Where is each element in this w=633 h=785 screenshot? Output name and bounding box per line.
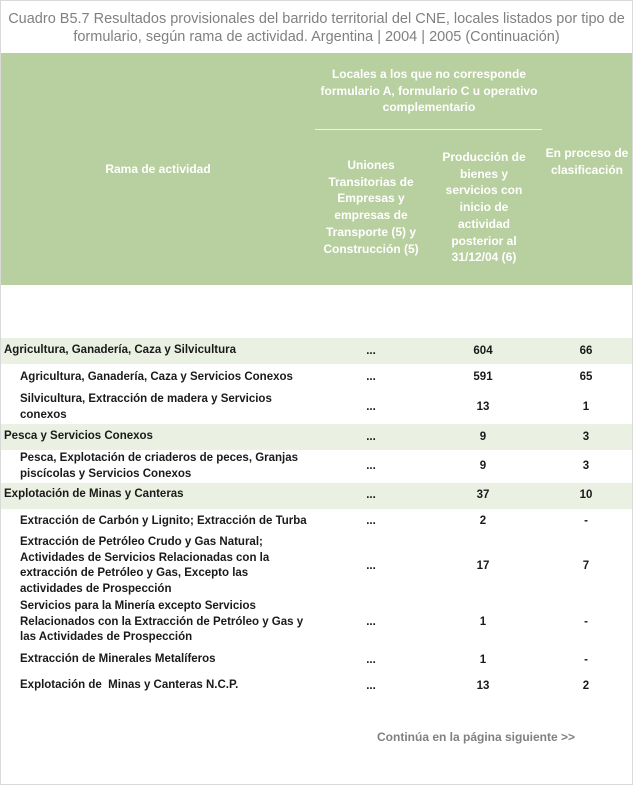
cell-uniones: ... bbox=[366, 460, 376, 472]
cell-produccion: 1 bbox=[479, 616, 487, 628]
table-row bbox=[1, 450, 632, 483]
header-group: Locales a los que no corresponde formulario A, formulario C u operativo complementario bbox=[320, 67, 538, 115]
row-label: Pesca, Explotación de criaderos de peces, Granjas piscícolas y Servicios Conexos bbox=[20, 452, 299, 480]
table-header bbox=[1, 53, 632, 285]
table-row bbox=[1, 646, 632, 673]
cell-uniones: ... bbox=[366, 616, 376, 628]
cell-produccion: 604 bbox=[473, 345, 493, 357]
table-row bbox=[1, 390, 632, 424]
row-label: Explotación de Minas y Canteras N.C.P. bbox=[20, 679, 239, 691]
cell-proceso: 7 bbox=[582, 560, 590, 572]
cell-proceso: 2 bbox=[582, 680, 590, 692]
row-label: Pesca y Servicios Conexos bbox=[4, 430, 153, 442]
cell-proceso: 3 bbox=[582, 460, 590, 472]
cell-proceso: - bbox=[584, 654, 588, 666]
cell-proceso: 1 bbox=[582, 401, 590, 413]
cell-produccion: 13 bbox=[476, 680, 490, 692]
row-label: Extracción de Petróleo Crudo y Gas Natural; Actividades de Servicios Relacionadas con la extracción de Petróleo y Gas, Excepto las actividades de Prospección bbox=[20, 536, 270, 595]
cell-uniones: ... bbox=[366, 560, 376, 572]
row-label: Servicios para la Minería excepto Servicios Relacionados con la Extracción de Petróleo y Gas y las Actividades de Prospección bbox=[20, 600, 304, 643]
row-label: Silvicultura, Extracción de madera y Servicios conexos bbox=[20, 393, 272, 421]
table-row bbox=[1, 424, 632, 450]
cell-uniones: ... bbox=[366, 371, 376, 383]
cell-proceso: 3 bbox=[582, 431, 590, 443]
cell-uniones: ... bbox=[366, 489, 376, 501]
table-row bbox=[1, 598, 632, 646]
cell-uniones: ... bbox=[366, 515, 376, 527]
table-row bbox=[1, 673, 632, 700]
cell-produccion: 9 bbox=[479, 460, 487, 472]
table-row bbox=[1, 535, 632, 598]
table-title: Cuadro B5.7 Resultados provisionales del barrido territorial del CNE, locales listados por tipo de formulario, según rama de actividad. Argentina | 2004 | 2005 (Continuación) bbox=[8, 11, 625, 45]
cell-produccion: 37 bbox=[476, 489, 490, 501]
cell-proceso: - bbox=[584, 515, 588, 527]
cell-produccion: 9 bbox=[479, 431, 487, 443]
table-row bbox=[1, 509, 632, 535]
cell-proceso: 65 bbox=[579, 371, 593, 383]
cell-produccion: 2 bbox=[479, 515, 487, 527]
row-label: Agricultura, Ganadería, Caza y Silvicultura bbox=[4, 344, 236, 356]
cell-produccion: 13 bbox=[476, 401, 490, 413]
table-row bbox=[1, 483, 632, 509]
cell-uniones: ... bbox=[366, 654, 376, 666]
cell-uniones: ... bbox=[366, 680, 376, 692]
cell-uniones: ... bbox=[366, 401, 376, 413]
header-col-uniones: Uniones Transitorias de Empresas y empresas de Transporte (5) y Construcción (5) bbox=[323, 158, 419, 256]
row-label: Explotación de Minas y Canteras bbox=[4, 488, 184, 500]
cell-uniones: ... bbox=[366, 345, 376, 357]
cell-produccion: 591 bbox=[473, 371, 493, 383]
header-group-divider bbox=[315, 129, 542, 130]
continue-next-page-link[interactable]: Continúa en la página siguiente >> bbox=[377, 730, 576, 744]
cell-proceso: 10 bbox=[579, 489, 593, 501]
cell-uniones: ... bbox=[366, 431, 376, 443]
table-row bbox=[1, 338, 632, 364]
row-label: Extracción de Minerales Metalíferos bbox=[20, 653, 216, 665]
cell-produccion: 17 bbox=[476, 560, 490, 572]
table-row bbox=[1, 364, 632, 390]
cell-proceso: - bbox=[584, 616, 588, 628]
header-rama: Rama de actividad bbox=[105, 162, 211, 176]
cell-proceso: 66 bbox=[579, 345, 593, 357]
row-label: Extracción de Carbón y Lignito; Extracción de Turba bbox=[20, 515, 307, 527]
cell-produccion: 1 bbox=[479, 654, 487, 666]
row-label: Agricultura, Ganadería, Caza y Servicios Conexos bbox=[20, 371, 293, 383]
header-col-proceso: En proceso de clasificación bbox=[545, 146, 629, 177]
header-col-produccion: Producción de bienes y servicios con inicio de actividad posterior al 31/12/04 (6) bbox=[442, 150, 526, 265]
